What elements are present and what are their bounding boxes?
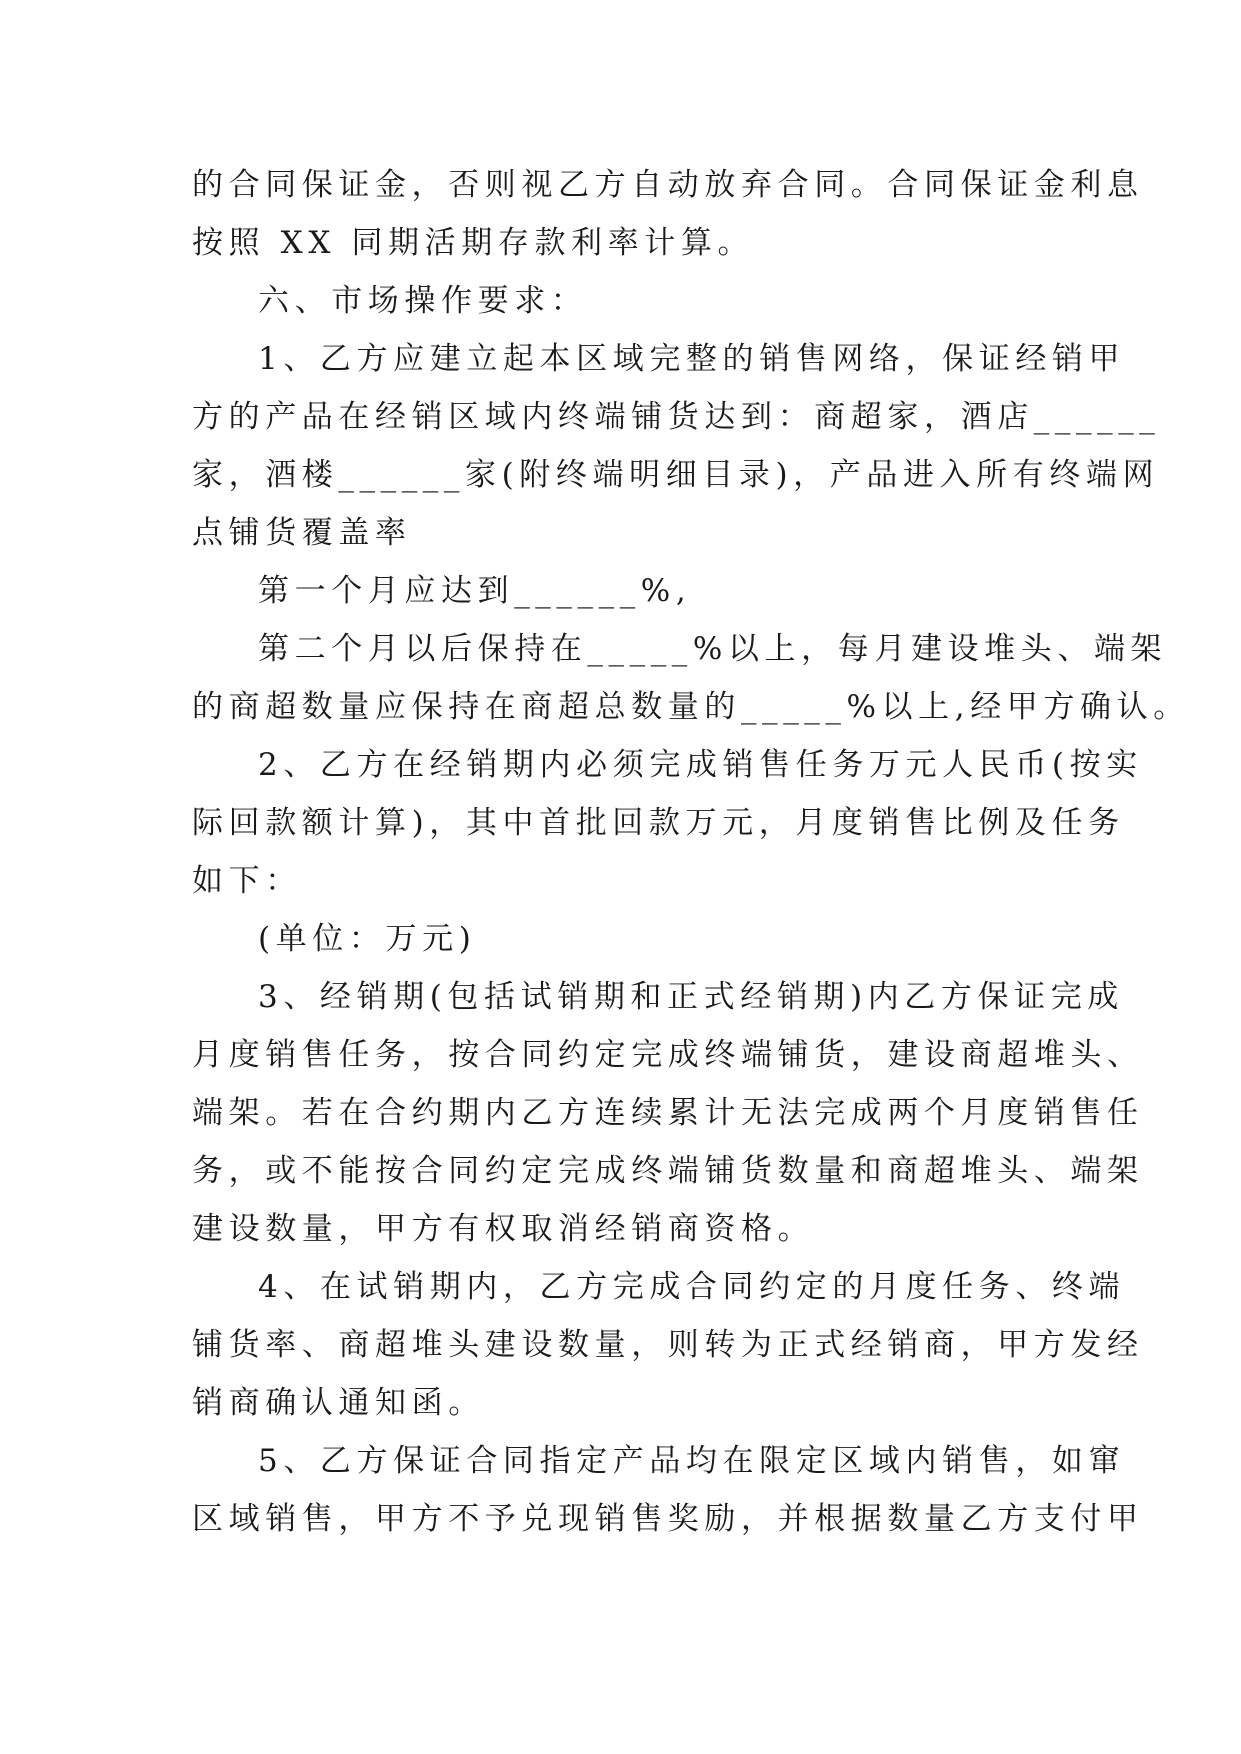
text-line: 月度销售任务，按合同约定完成终端铺货，建设商超堆头、 — [192, 1037, 1144, 1073]
text-line: 际回款额计算)，其中首批回款万元，月度销售比例及任务 — [192, 805, 1125, 841]
text-line: 如下： — [192, 863, 302, 899]
text-line: 第二个月以后保持在_____%以上，每月建设堆头、端架 — [258, 631, 1168, 667]
text-line: 点铺货覆盖率 — [192, 515, 412, 551]
text-line: 5、乙方保证合同指定产品均在限定区域内销售，如窜 — [258, 1443, 1126, 1479]
text-line: (单位：万元) — [258, 921, 477, 957]
text-line: 铺货率、商超堆头建设数量，则转为正式经销商，甲方发经 — [192, 1327, 1144, 1363]
section-heading: 六、市场操作要求： — [258, 283, 588, 319]
text-line: 销商确认通知函。 — [192, 1385, 485, 1421]
text-line: 区域销售，甲方不予兑现销售奖励，并根据数量乙方支付甲 — [192, 1501, 1144, 1537]
text-line: 建设数量，甲方有权取消经销商资格。 — [192, 1211, 815, 1247]
text-line: 的合同保证金，否则视乙方自动放弃合同。合同保证金利息 — [192, 167, 1144, 203]
text-line: 务，或不能按合同约定完成终端铺货数量和商超堆头、端架 — [192, 1153, 1144, 1189]
text-line: 2、乙方在经销期内必须完成销售任务万元人民币(按实 — [258, 747, 1143, 783]
text-line: 家，酒楼______家(附终端明细目录)，产品进入所有终端网 — [192, 457, 1160, 493]
text-line: 端架。若在合约期内乙方连续累计无法完成两个月度销售任 — [192, 1095, 1144, 1131]
text-line: 的商超数量应保持在商超总数量的_____%以上,经甲方确认。 — [192, 689, 1190, 725]
text-line: 按照 XX 同期活期存款利率计算。 — [192, 225, 755, 261]
text-line: 方的产品在经销区域内终端铺货达到：商超家，酒店______ — [192, 399, 1161, 435]
text-line: 3、经销期(包括试销期和正式经销期)内乙方保证完成 — [258, 979, 1124, 1015]
text-line: 第一个月应达到______%, — [258, 573, 692, 609]
text-line: 1、乙方应建立起本区域完整的销售网络，保证经销甲 — [258, 341, 1126, 377]
text-line: 4、在试销期内，乙方完成合同约定的月度任务、终端 — [258, 1269, 1126, 1305]
